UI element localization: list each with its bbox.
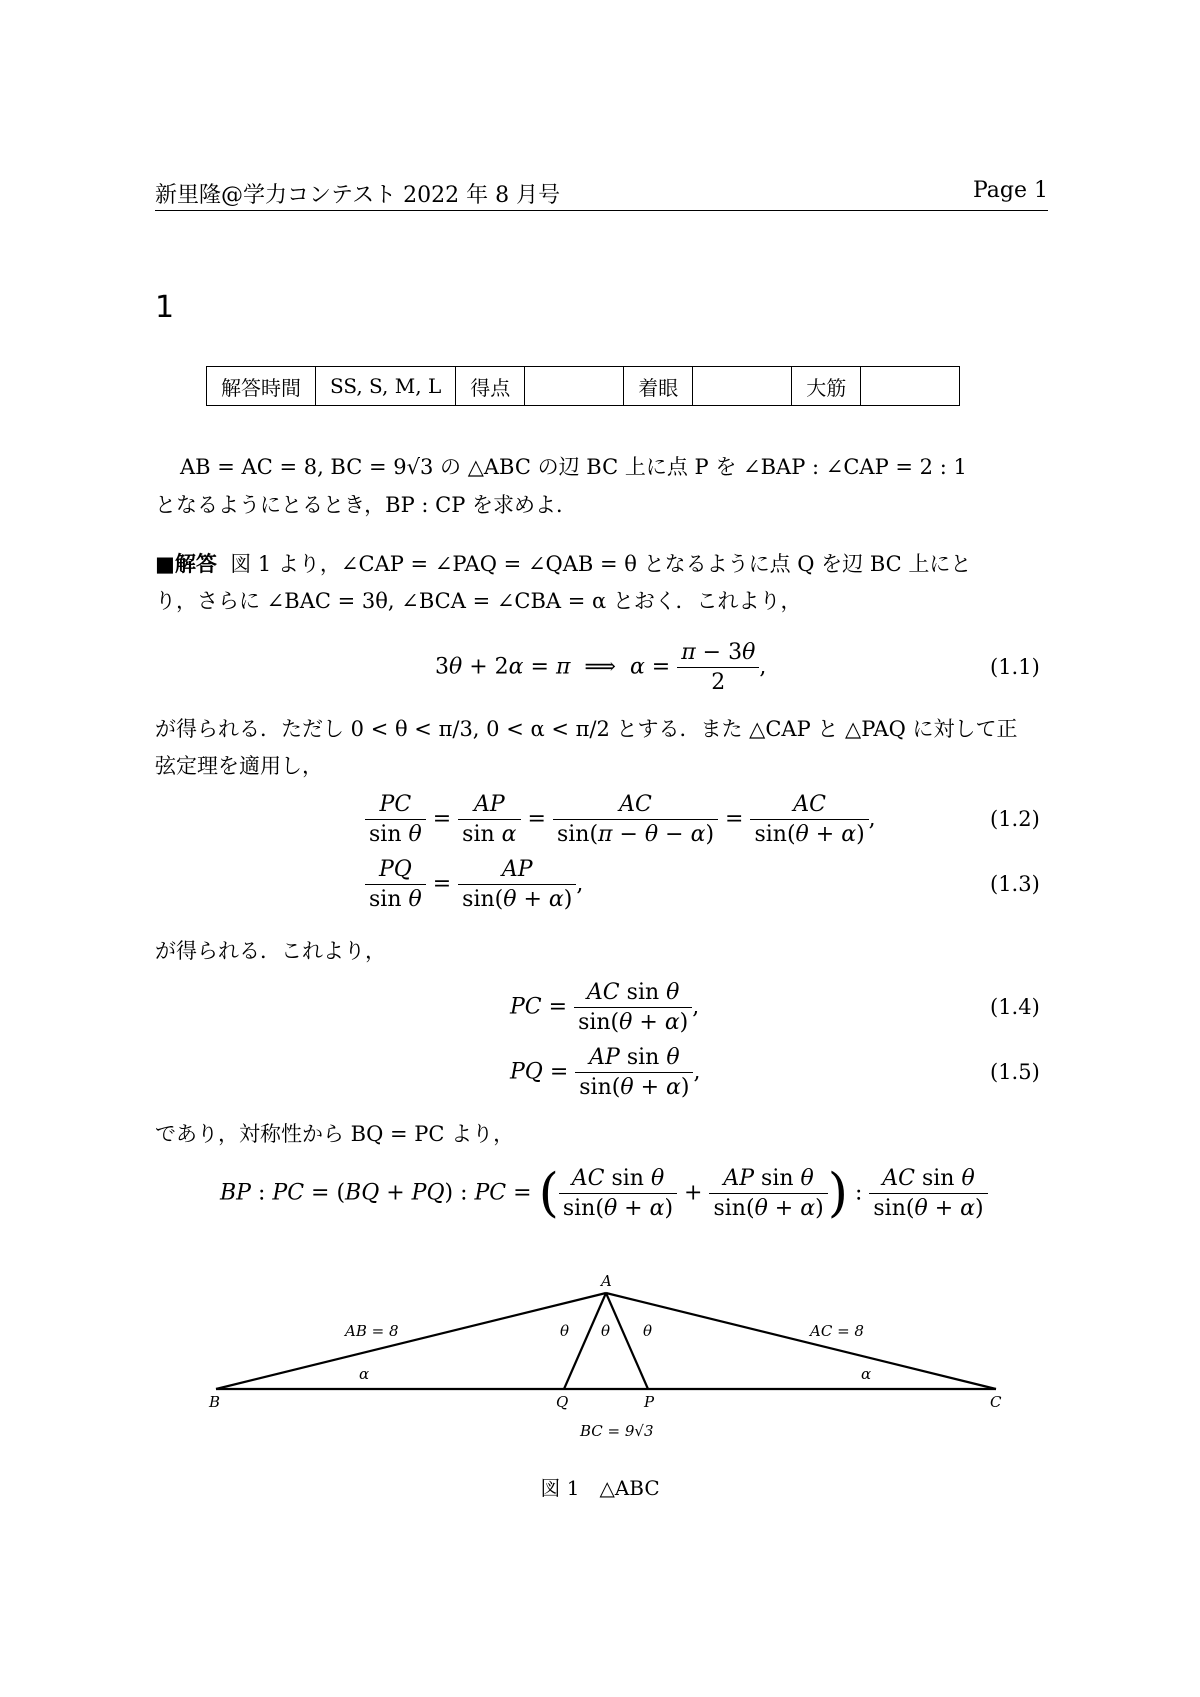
problem-line-2: となるようにとるとき，BP : CP を求めよ． bbox=[155, 493, 578, 517]
segment-ap-line bbox=[606, 1293, 648, 1389]
after-eq5: であり，対称性から BQ = PC より， bbox=[155, 1122, 515, 1146]
angle-theta-label-right: θ bbox=[643, 1322, 653, 1340]
solution-text-1: 図 1 より，∠CAP = ∠PAQ = ∠QAB = θ となるように点 Q を辺 BC 上にと bbox=[230, 552, 972, 576]
section-number: 1 bbox=[155, 290, 175, 325]
score-value bbox=[525, 367, 624, 406]
outline-label: 大筋 bbox=[792, 367, 861, 406]
angle-alpha-label-c: α bbox=[861, 1365, 872, 1383]
equation-1-2: $\frac{PC}{\text{sin θ}}$ = $\frac{AP}{\text{sin α}}$ = $\frac{AC}{\sin(\pi - \theta - \alpha)}$ = $\frac{AC}{\sin(\theta + \alpha)}$ , bbox=[365, 792, 876, 847]
after-eq3: が得られる．これより， bbox=[155, 939, 386, 963]
after-eq1-line-1: が得られる．ただし 0 < θ < π/3, 0 < α < π/2 とする．また △CAP と △PAQ に対して正 bbox=[155, 717, 1018, 741]
side-ac-line bbox=[606, 1293, 996, 1389]
final-ratio-equation: BP : PC = (BQ + PQ) : PC = ( $\frac{\text{AC sin θ}}{\sin(\theta + \alpha)}$ + $\frac{\text{AP sin θ}}{\sin(\theta + \alpha)}$ ) : $\frac{\text{AC sin θ}}{\sin(\theta + \alpha)}$ bbox=[220, 1166, 988, 1221]
equation-number-1-5: (1.5) bbox=[990, 1060, 1040, 1084]
vertex-b-label: B bbox=[209, 1393, 221, 1411]
equation-1-1: 3θ + 2α = π ⟹ α = $\frac{\pi - 3\theta}{2}$ , bbox=[435, 640, 767, 695]
equation-number-1-2: (1.2) bbox=[990, 807, 1040, 831]
side-ab-line bbox=[216, 1293, 606, 1389]
vertex-p-label: P bbox=[644, 1393, 655, 1411]
page-number: Page 1 bbox=[972, 178, 1048, 203]
running-header-title: 新里隆@学力コンテスト 2022 年 8 月号 bbox=[155, 183, 561, 208]
side-ac-label: AC = 8 bbox=[810, 1322, 864, 1340]
solution-heading: ■解答 bbox=[155, 551, 217, 576]
angle-theta-label-left: θ bbox=[560, 1322, 570, 1340]
segment-aq-line bbox=[564, 1293, 606, 1389]
vertex-q-label: Q bbox=[556, 1393, 569, 1411]
after-eq1-line-2: 弦定理を適用し， bbox=[155, 754, 323, 778]
header-rule bbox=[155, 210, 1048, 211]
equation-1-4: PC = $\frac{\text{AC sin θ}}{\sin(\theta + \alpha)}$ , bbox=[510, 980, 700, 1035]
time-value: SS, S, M, L bbox=[316, 367, 456, 406]
vertex-a-label: A bbox=[601, 1272, 612, 1290]
equation-number-1-1: (1.1) bbox=[990, 655, 1040, 679]
info-table bbox=[206, 366, 960, 406]
equation-1-5: PQ = $\frac{\text{AP sin θ}}{\sin(\theta + \alpha)}$ , bbox=[510, 1045, 701, 1100]
equation-1-3: $\frac{PQ}{\text{sin θ}}$ = $\frac{AP}{\sin(\theta + \alpha)}$ , bbox=[365, 857, 583, 912]
equation-number-1-3: (1.3) bbox=[990, 872, 1040, 896]
time-label: 解答時間 bbox=[207, 367, 316, 406]
figure-caption: 図 1 △ABC bbox=[540, 1476, 660, 1500]
angle-theta-label-middle: θ bbox=[601, 1322, 611, 1340]
focus-label: 着眼 bbox=[624, 367, 693, 406]
equation-number-1-4: (1.4) bbox=[990, 995, 1040, 1019]
solution-line-1 bbox=[155, 547, 971, 581]
problem-line-1: AB = AC = 8, BC = 9√3 の △ABC の辺 BC 上に点 P を ∠BAP : ∠CAP = 2 : 1 bbox=[180, 455, 967, 479]
side-bc-label: BC = 9√3 bbox=[580, 1422, 654, 1440]
outline-value bbox=[861, 367, 960, 406]
side-ab-label: AB = 8 bbox=[345, 1322, 399, 1340]
vertex-c-label: C bbox=[990, 1393, 1002, 1411]
angle-alpha-label-b: α bbox=[359, 1365, 370, 1383]
focus-value bbox=[693, 367, 792, 406]
solution-line-2: り，さらに ∠BAC = 3θ, ∠BCA = ∠CBA = α とおく．これより， bbox=[155, 589, 802, 613]
triangle-figure bbox=[0, 1270, 1200, 1460]
score-label: 得点 bbox=[456, 367, 525, 406]
